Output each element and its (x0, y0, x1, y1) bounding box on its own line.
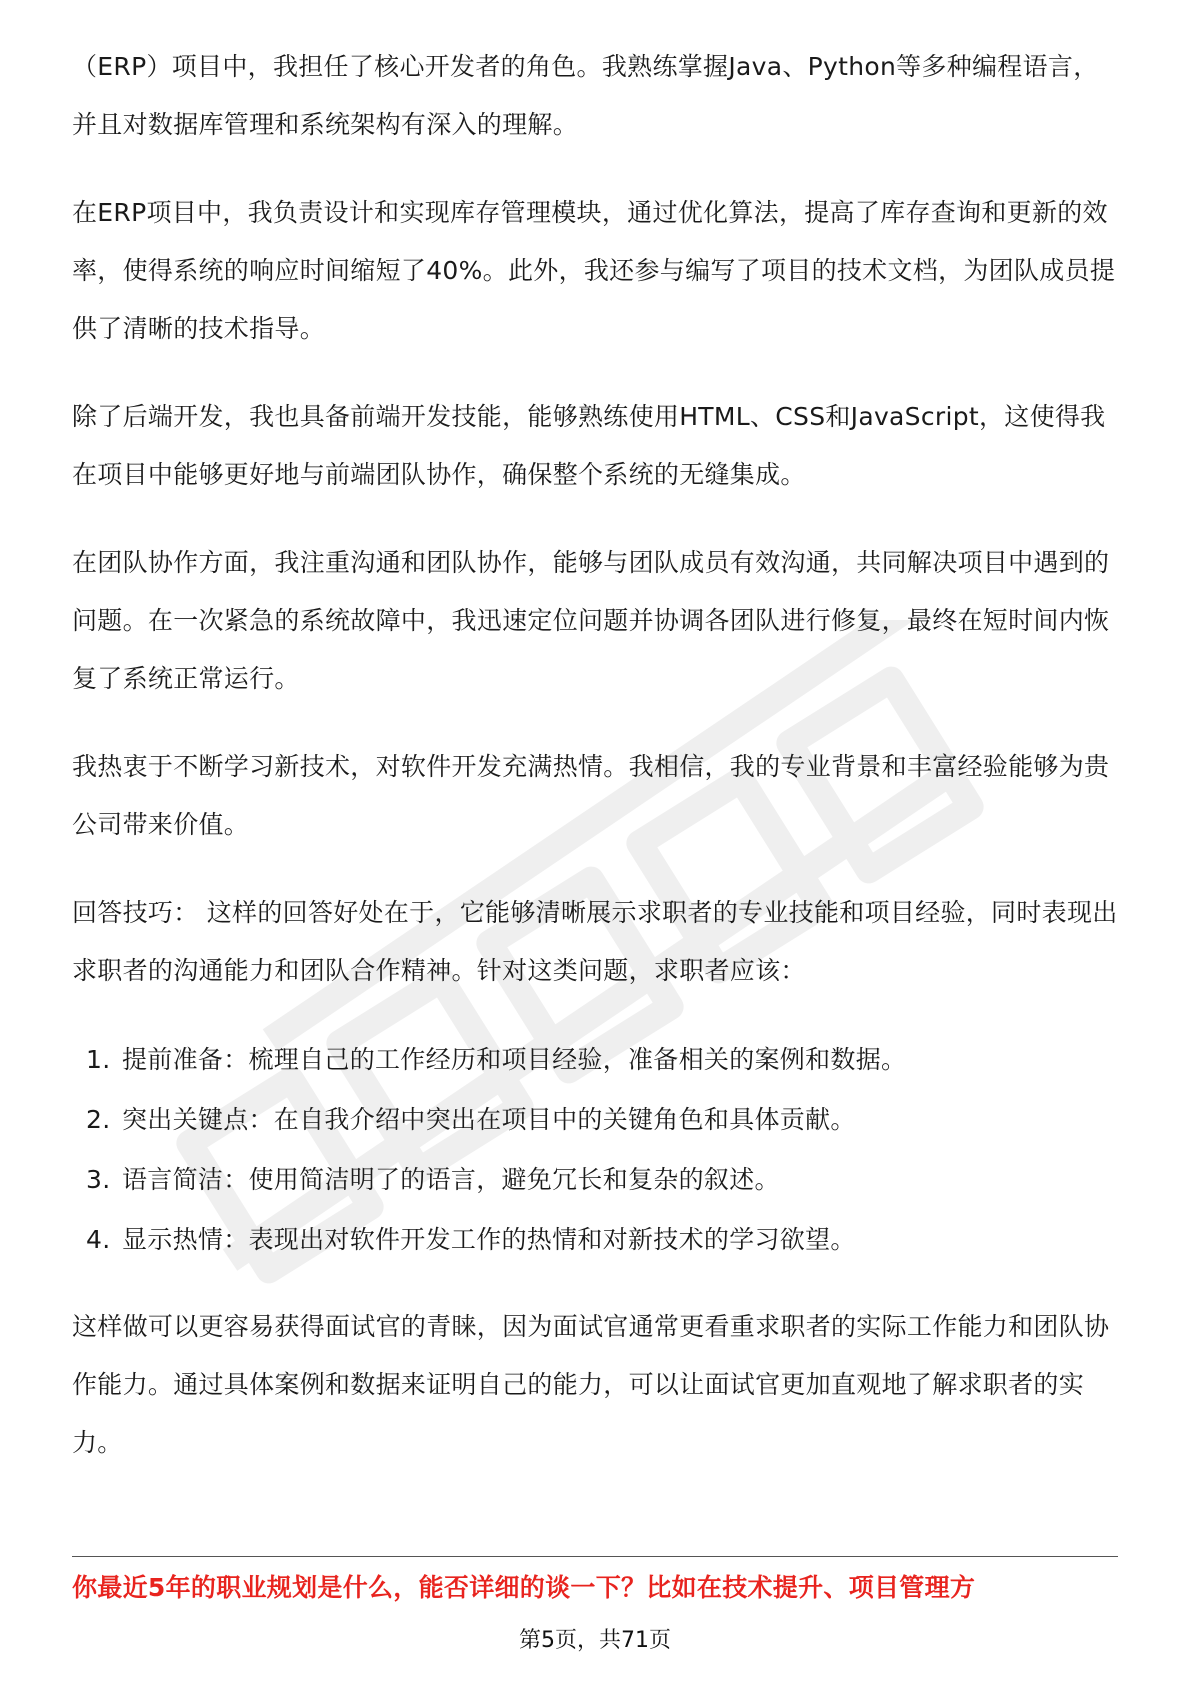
document-body (72, 38, 1118, 1502)
paragraph-intro: （ERP）项目中，我担任了核心开发者的角色。我熟练掌握Java、Python等多种编程语言，并且对数据库管理和系统架构有深入的理解。 (72, 52, 1099, 139)
divider (72, 1556, 1118, 1557)
next-question-heading: 你最近5年的职业规划是什么，能否详细的谈一下？比如在技术提升、项目管理方 (72, 1573, 976, 1602)
list-item: 3. 语言简洁：使用简洁明了的语言，避免冗长和复杂的叙述。 (86, 1165, 780, 1194)
paragraph-passion: 我热衷于不断学习新技术，对软件开发充满热情。我相信，我的专业背景和丰富经验能够为贵公司带来价值。 (72, 752, 1110, 839)
page-number: 第5页，共71页 (519, 1628, 671, 1653)
tips-list (72, 1030, 1118, 1270)
list-item: 2. 突出关键点：在自我介绍中突出在项目中的关键角色和具体贡献。 (86, 1105, 856, 1134)
paragraph-erp: 在ERP项目中，我负责设计和实现库存管理模块，通过优化算法，提高了库存查询和更新的效率，使得系统的响应时间缩短了40%。此外，我还参与编写了项目的技术文档，为团队成员提供了清晰的技术指导。 (72, 198, 1116, 343)
list-item: 4. 显示热情：表现出对软件开发工作的热情和对新技术的学习欲望。 (86, 1225, 856, 1254)
paragraph-closing: 这样做可以更容易获得面试官的青睐，因为面试官通常更看重求职者的实际工作能力和团队协作能力。通过具体案例和数据来证明自己的能力，可以让面试官更加直观地了解求职者的实力。 (72, 1312, 1110, 1457)
list-item: 1. 提前准备：梳理自己的工作经历和项目经验，准备相关的案例和数据。 (86, 1045, 907, 1074)
paragraph-teamwork: 在团队协作方面，我注重沟通和团队协作，能够与团队成员有效沟通，共同解决项目中遇到的问题。在一次紧急的系统故障中，我迅速定位问题并协调各团队进行修复，最终在短时间内恢复了系统正常运行。 (72, 548, 1110, 693)
paragraph-answer-tips: 回答技巧： 这样的回答好处在于，它能够清晰展示求职者的专业技能和项目经验，同时表现出求职者的沟通能力和团队合作精神。针对这类问题，求职者应该： (72, 898, 1118, 985)
paragraph-frontend: 除了后端开发，我也具备前端开发技能，能够熟练使用HTML、CSS和JavaScript，这使得我在项目中能够更好地与前端团队协作，确保整个系统的无缝集成。 (72, 402, 1106, 489)
